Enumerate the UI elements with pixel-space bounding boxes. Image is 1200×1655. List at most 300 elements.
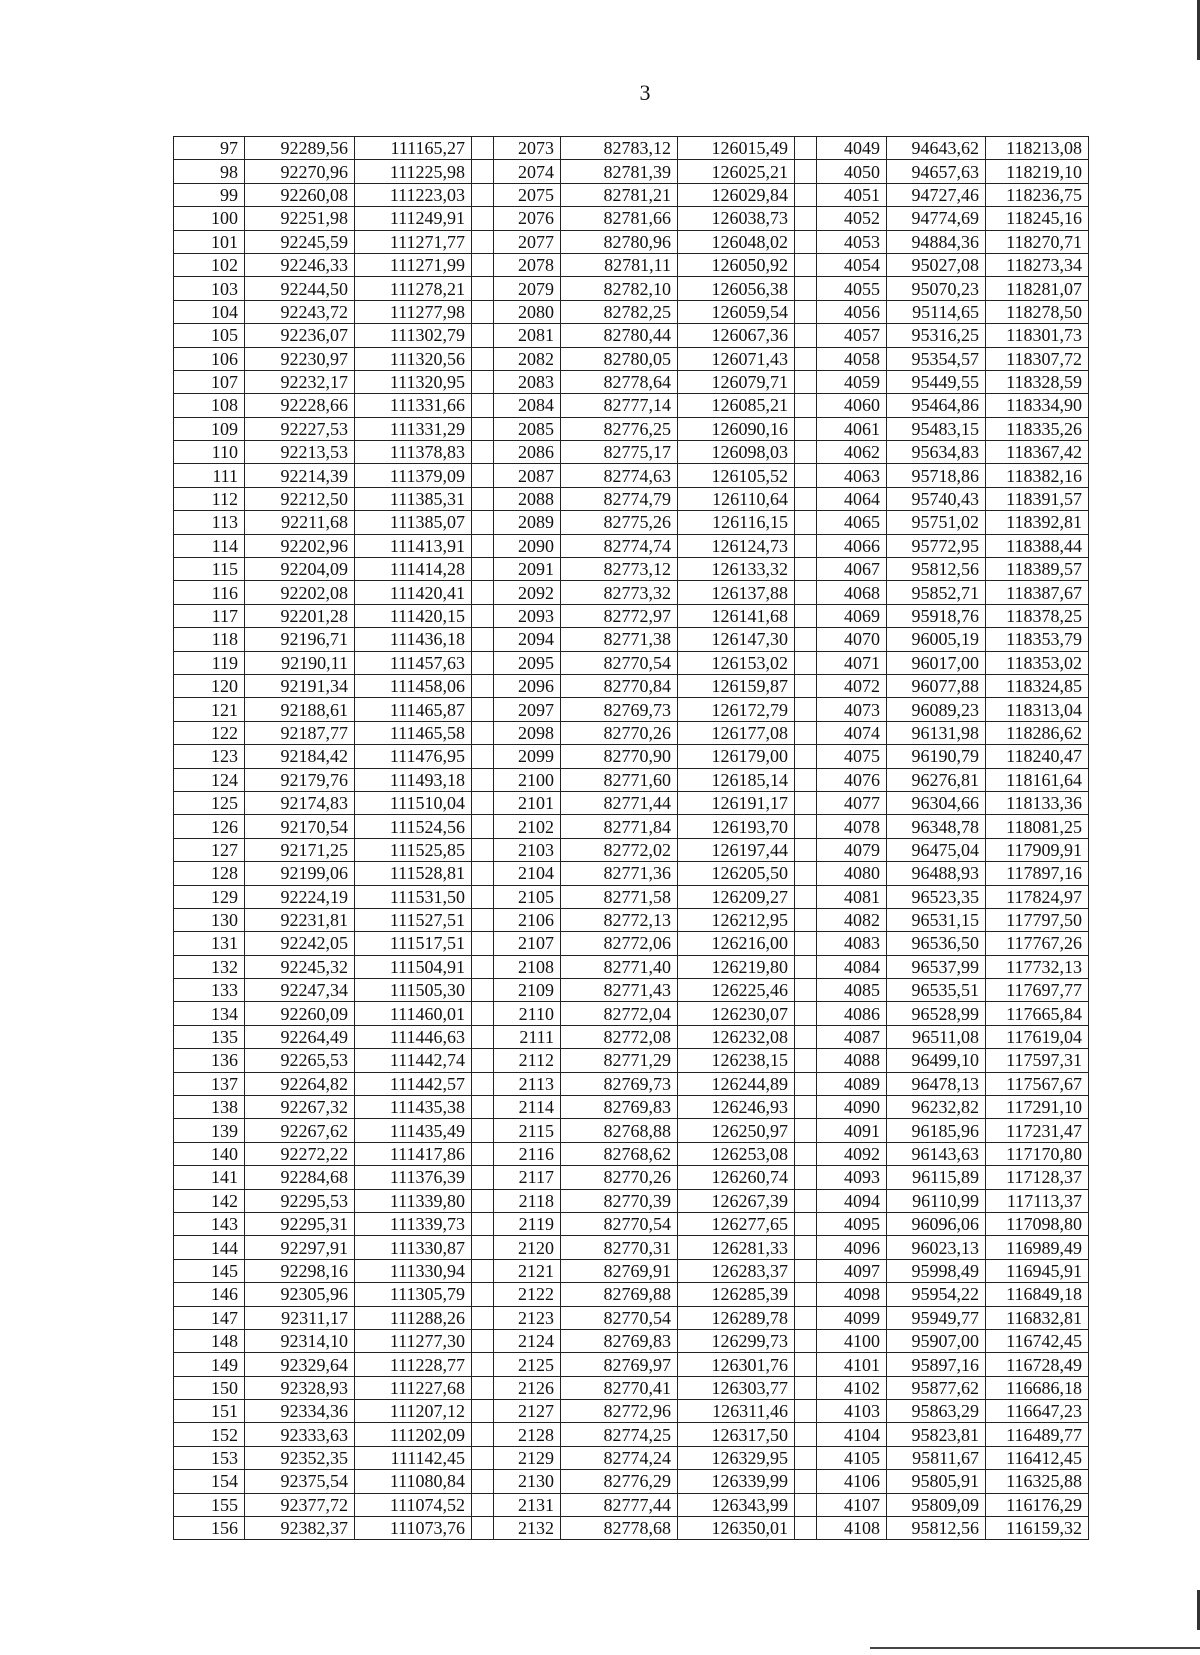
point-number-cell: 2107 bbox=[494, 932, 561, 955]
x-coordinate-cell: 82770,54 bbox=[561, 1212, 678, 1235]
x-coordinate-cell: 96475,04 bbox=[887, 838, 986, 861]
table-row bbox=[174, 370, 1089, 393]
spacer-cell bbox=[795, 1329, 817, 1352]
y-coordinate-cell: 126244,89 bbox=[678, 1072, 795, 1095]
point-number-cell: 2076 bbox=[494, 207, 561, 230]
x-coordinate-cell: 96535,51 bbox=[887, 979, 986, 1002]
point-number-cell: 129 bbox=[174, 885, 245, 908]
y-coordinate-cell: 126267,39 bbox=[678, 1189, 795, 1212]
spacer-cell bbox=[472, 558, 494, 581]
y-coordinate-cell: 118278,50 bbox=[986, 300, 1089, 323]
spacer-cell bbox=[795, 487, 817, 510]
y-coordinate-cell: 117098,80 bbox=[986, 1212, 1089, 1235]
x-coordinate-cell: 95718,86 bbox=[887, 464, 986, 487]
spacer-cell bbox=[795, 768, 817, 791]
point-number-cell: 153 bbox=[174, 1446, 245, 1469]
point-number-cell: 127 bbox=[174, 838, 245, 861]
table-row bbox=[174, 815, 1089, 838]
point-number-cell: 4054 bbox=[817, 253, 887, 276]
y-coordinate-cell: 111385,31 bbox=[355, 487, 472, 510]
point-number-cell: 104 bbox=[174, 300, 245, 323]
y-coordinate-cell: 117619,04 bbox=[986, 1025, 1089, 1048]
spacer-cell bbox=[795, 558, 817, 581]
point-number-cell: 4057 bbox=[817, 324, 887, 347]
table-row bbox=[174, 207, 1089, 230]
x-coordinate-cell: 82780,05 bbox=[561, 347, 678, 370]
spacer-cell bbox=[472, 1283, 494, 1306]
table-row bbox=[174, 674, 1089, 697]
table-row bbox=[174, 347, 1089, 370]
x-coordinate-cell: 92170,54 bbox=[245, 815, 355, 838]
point-number-cell: 149 bbox=[174, 1353, 245, 1376]
y-coordinate-cell: 126071,43 bbox=[678, 347, 795, 370]
spacer-cell bbox=[795, 1189, 817, 1212]
y-coordinate-cell: 118273,34 bbox=[986, 253, 1089, 276]
x-coordinate-cell: 82783,12 bbox=[561, 137, 678, 160]
x-coordinate-cell: 82771,58 bbox=[561, 885, 678, 908]
x-coordinate-cell: 92211,68 bbox=[245, 511, 355, 534]
point-number-cell: 4079 bbox=[817, 838, 887, 861]
y-coordinate-cell: 111442,57 bbox=[355, 1072, 472, 1095]
point-number-cell: 4086 bbox=[817, 1002, 887, 1025]
y-coordinate-cell: 111376,39 bbox=[355, 1166, 472, 1189]
spacer-cell bbox=[472, 745, 494, 768]
point-number-cell: 4083 bbox=[817, 932, 887, 955]
spacer-cell bbox=[472, 1329, 494, 1352]
point-number-cell: 2077 bbox=[494, 230, 561, 253]
point-number-cell: 4072 bbox=[817, 674, 887, 697]
table-row bbox=[174, 1002, 1089, 1025]
x-coordinate-cell: 92247,34 bbox=[245, 979, 355, 1002]
y-coordinate-cell: 126177,08 bbox=[678, 721, 795, 744]
y-coordinate-cell: 116832,81 bbox=[986, 1306, 1089, 1329]
point-number-cell: 138 bbox=[174, 1096, 245, 1119]
spacer-cell bbox=[795, 1259, 817, 1282]
x-coordinate-cell: 96089,23 bbox=[887, 698, 986, 721]
y-coordinate-cell: 111228,77 bbox=[355, 1353, 472, 1376]
y-coordinate-cell: 116945,91 bbox=[986, 1259, 1089, 1282]
spacer-cell bbox=[795, 838, 817, 861]
y-coordinate-cell: 126015,49 bbox=[678, 137, 795, 160]
point-number-cell: 2132 bbox=[494, 1517, 561, 1540]
point-number-cell: 4063 bbox=[817, 464, 887, 487]
table-row bbox=[174, 394, 1089, 417]
spacer-cell bbox=[472, 721, 494, 744]
table-row bbox=[174, 1049, 1089, 1072]
y-coordinate-cell: 111379,09 bbox=[355, 464, 472, 487]
spacer-cell bbox=[795, 1096, 817, 1119]
x-coordinate-cell: 95316,25 bbox=[887, 324, 986, 347]
x-coordinate-cell: 92267,32 bbox=[245, 1096, 355, 1119]
x-coordinate-cell: 92260,08 bbox=[245, 183, 355, 206]
x-coordinate-cell: 92333,63 bbox=[245, 1423, 355, 1446]
x-coordinate-cell: 92284,68 bbox=[245, 1166, 355, 1189]
point-number-cell: 120 bbox=[174, 674, 245, 697]
x-coordinate-cell: 82771,43 bbox=[561, 979, 678, 1002]
y-coordinate-cell: 111207,12 bbox=[355, 1400, 472, 1423]
table-row bbox=[174, 1096, 1089, 1119]
y-coordinate-cell: 111165,27 bbox=[355, 137, 472, 160]
y-coordinate-cell: 111527,51 bbox=[355, 908, 472, 931]
y-coordinate-cell: 118328,59 bbox=[986, 370, 1089, 393]
point-number-cell: 2075 bbox=[494, 183, 561, 206]
spacer-cell bbox=[795, 1142, 817, 1165]
point-number-cell: 102 bbox=[174, 253, 245, 276]
point-number-cell: 2105 bbox=[494, 885, 561, 908]
point-number-cell: 115 bbox=[174, 558, 245, 581]
spacer-cell bbox=[472, 1400, 494, 1423]
x-coordinate-cell: 92245,32 bbox=[245, 955, 355, 978]
spacer-cell bbox=[795, 207, 817, 230]
y-coordinate-cell: 116849,18 bbox=[986, 1283, 1089, 1306]
point-number-cell: 108 bbox=[174, 394, 245, 417]
y-coordinate-cell: 126105,52 bbox=[678, 464, 795, 487]
x-coordinate-cell: 96115,89 bbox=[887, 1166, 986, 1189]
point-number-cell: 4080 bbox=[817, 862, 887, 885]
point-number-cell: 4102 bbox=[817, 1376, 887, 1399]
x-coordinate-cell: 92230,97 bbox=[245, 347, 355, 370]
y-coordinate-cell: 126232,08 bbox=[678, 1025, 795, 1048]
x-coordinate-cell: 96304,66 bbox=[887, 791, 986, 814]
point-number-cell: 4074 bbox=[817, 721, 887, 744]
y-coordinate-cell: 118133,36 bbox=[986, 791, 1089, 814]
x-coordinate-cell: 82777,14 bbox=[561, 394, 678, 417]
spacer-cell bbox=[795, 1072, 817, 1095]
point-number-cell: 2088 bbox=[494, 487, 561, 510]
x-coordinate-cell: 92328,93 bbox=[245, 1376, 355, 1399]
x-coordinate-cell: 95877,62 bbox=[887, 1376, 986, 1399]
x-coordinate-cell: 92329,64 bbox=[245, 1353, 355, 1376]
table-row bbox=[174, 979, 1089, 1002]
spacer-cell bbox=[472, 511, 494, 534]
table-row bbox=[174, 1025, 1089, 1048]
spacer-cell bbox=[472, 815, 494, 838]
point-number-cell: 2089 bbox=[494, 511, 561, 534]
point-number-cell: 2112 bbox=[494, 1049, 561, 1072]
spacer-cell bbox=[795, 815, 817, 838]
x-coordinate-cell: 82781,11 bbox=[561, 253, 678, 276]
point-number-cell: 2102 bbox=[494, 815, 561, 838]
x-coordinate-cell: 96536,50 bbox=[887, 932, 986, 955]
x-coordinate-cell: 82772,96 bbox=[561, 1400, 678, 1423]
x-coordinate-cell: 82777,44 bbox=[561, 1493, 678, 1516]
table-row bbox=[174, 1517, 1089, 1540]
x-coordinate-cell: 82771,36 bbox=[561, 862, 678, 885]
point-number-cell: 100 bbox=[174, 207, 245, 230]
point-number-cell: 4076 bbox=[817, 768, 887, 791]
spacer-cell bbox=[472, 230, 494, 253]
table-row bbox=[174, 1306, 1089, 1329]
spacer-cell bbox=[472, 441, 494, 464]
spacer-cell bbox=[472, 534, 494, 557]
table-row bbox=[174, 955, 1089, 978]
point-number-cell: 4049 bbox=[817, 137, 887, 160]
y-coordinate-cell: 117797,50 bbox=[986, 908, 1089, 931]
spacer-cell bbox=[795, 370, 817, 393]
point-number-cell: 2100 bbox=[494, 768, 561, 791]
y-coordinate-cell: 111517,51 bbox=[355, 932, 472, 955]
point-number-cell: 2114 bbox=[494, 1096, 561, 1119]
table-row bbox=[174, 604, 1089, 627]
y-coordinate-cell: 118334,90 bbox=[986, 394, 1089, 417]
point-number-cell: 114 bbox=[174, 534, 245, 557]
y-coordinate-cell: 111493,18 bbox=[355, 768, 472, 791]
table-row bbox=[174, 628, 1089, 651]
table-row bbox=[174, 1423, 1089, 1446]
x-coordinate-cell: 92382,37 bbox=[245, 1517, 355, 1540]
x-coordinate-cell: 82778,64 bbox=[561, 370, 678, 393]
x-coordinate-cell: 82770,26 bbox=[561, 1166, 678, 1189]
table-row bbox=[174, 441, 1089, 464]
spacer-cell bbox=[472, 698, 494, 721]
point-number-cell: 4078 bbox=[817, 815, 887, 838]
y-coordinate-cell: 126116,15 bbox=[678, 511, 795, 534]
spacer-cell bbox=[795, 347, 817, 370]
x-coordinate-cell: 82774,79 bbox=[561, 487, 678, 510]
point-number-cell: 2080 bbox=[494, 300, 561, 323]
point-number-cell: 2086 bbox=[494, 441, 561, 464]
point-number-cell: 99 bbox=[174, 183, 245, 206]
page-number: 3 bbox=[639, 80, 651, 105]
x-coordinate-cell: 92214,39 bbox=[245, 464, 355, 487]
table-row bbox=[174, 253, 1089, 276]
spacer-cell bbox=[472, 1306, 494, 1329]
point-number-cell: 2127 bbox=[494, 1400, 561, 1423]
point-number-cell: 2103 bbox=[494, 838, 561, 861]
x-coordinate-cell: 82776,29 bbox=[561, 1470, 678, 1493]
spacer-cell bbox=[472, 277, 494, 300]
y-coordinate-cell: 118387,67 bbox=[986, 581, 1089, 604]
spacer-cell bbox=[472, 791, 494, 814]
y-coordinate-cell: 111528,81 bbox=[355, 862, 472, 885]
point-number-cell: 2126 bbox=[494, 1376, 561, 1399]
point-number-cell: 111 bbox=[174, 464, 245, 487]
point-number-cell: 4058 bbox=[817, 347, 887, 370]
x-coordinate-cell: 92227,53 bbox=[245, 417, 355, 440]
point-number-cell: 112 bbox=[174, 487, 245, 510]
spacer-cell bbox=[472, 207, 494, 230]
y-coordinate-cell: 117665,84 bbox=[986, 1002, 1089, 1025]
x-coordinate-cell: 82769,88 bbox=[561, 1283, 678, 1306]
x-coordinate-cell: 92295,53 bbox=[245, 1189, 355, 1212]
point-number-cell: 146 bbox=[174, 1283, 245, 1306]
spacer-cell bbox=[472, 862, 494, 885]
y-coordinate-cell: 116412,45 bbox=[986, 1446, 1089, 1469]
point-number-cell: 110 bbox=[174, 441, 245, 464]
point-number-cell: 2099 bbox=[494, 745, 561, 768]
point-number-cell: 2130 bbox=[494, 1470, 561, 1493]
table-row bbox=[174, 183, 1089, 206]
x-coordinate-cell: 92204,09 bbox=[245, 558, 355, 581]
y-coordinate-cell: 111330,87 bbox=[355, 1236, 472, 1259]
x-coordinate-cell: 95772,95 bbox=[887, 534, 986, 557]
y-coordinate-cell: 126303,77 bbox=[678, 1376, 795, 1399]
x-coordinate-cell: 92298,16 bbox=[245, 1259, 355, 1282]
spacer-cell bbox=[472, 1470, 494, 1493]
y-coordinate-cell: 111435,49 bbox=[355, 1119, 472, 1142]
y-coordinate-cell: 111223,03 bbox=[355, 183, 472, 206]
point-number-cell: 2078 bbox=[494, 253, 561, 276]
table-row bbox=[174, 464, 1089, 487]
spacer-cell bbox=[795, 394, 817, 417]
x-coordinate-cell: 92188,61 bbox=[245, 698, 355, 721]
x-coordinate-cell: 92265,53 bbox=[245, 1049, 355, 1072]
spacer-cell bbox=[795, 1166, 817, 1189]
point-number-cell: 4059 bbox=[817, 370, 887, 393]
x-coordinate-cell: 92187,77 bbox=[245, 721, 355, 744]
point-number-cell: 152 bbox=[174, 1423, 245, 1446]
y-coordinate-cell: 111339,80 bbox=[355, 1189, 472, 1212]
point-number-cell: 107 bbox=[174, 370, 245, 393]
table-row bbox=[174, 862, 1089, 885]
y-coordinate-cell: 111271,77 bbox=[355, 230, 472, 253]
y-coordinate-cell: 118392,81 bbox=[986, 511, 1089, 534]
point-number-cell: 145 bbox=[174, 1259, 245, 1282]
y-coordinate-cell: 117909,91 bbox=[986, 838, 1089, 861]
point-number-cell: 4094 bbox=[817, 1189, 887, 1212]
point-number-cell: 2073 bbox=[494, 137, 561, 160]
y-coordinate-cell: 126197,44 bbox=[678, 838, 795, 861]
x-coordinate-cell: 92251,98 bbox=[245, 207, 355, 230]
y-coordinate-cell: 126238,15 bbox=[678, 1049, 795, 1072]
point-number-cell: 113 bbox=[174, 511, 245, 534]
spacer-cell bbox=[472, 1517, 494, 1540]
x-coordinate-cell: 92199,06 bbox=[245, 862, 355, 885]
spacer-cell bbox=[472, 1259, 494, 1282]
spacer-cell bbox=[795, 885, 817, 908]
spacer-cell bbox=[795, 324, 817, 347]
x-coordinate-cell: 96511,08 bbox=[887, 1025, 986, 1048]
x-coordinate-cell: 82782,10 bbox=[561, 277, 678, 300]
spacer-cell bbox=[795, 791, 817, 814]
point-number-cell: 148 bbox=[174, 1329, 245, 1352]
point-number-cell: 4062 bbox=[817, 441, 887, 464]
x-coordinate-cell: 96110,99 bbox=[887, 1189, 986, 1212]
y-coordinate-cell: 117291,10 bbox=[986, 1096, 1089, 1119]
y-coordinate-cell: 111525,85 bbox=[355, 838, 472, 861]
x-coordinate-cell: 95027,08 bbox=[887, 253, 986, 276]
point-number-cell: 4098 bbox=[817, 1283, 887, 1306]
y-coordinate-cell: 111476,95 bbox=[355, 745, 472, 768]
table-row bbox=[174, 511, 1089, 534]
point-number-cell: 118 bbox=[174, 628, 245, 651]
spacer-cell bbox=[472, 1049, 494, 1072]
point-number-cell: 141 bbox=[174, 1166, 245, 1189]
point-number-cell: 4056 bbox=[817, 300, 887, 323]
point-number-cell: 98 bbox=[174, 160, 245, 183]
y-coordinate-cell: 126253,08 bbox=[678, 1142, 795, 1165]
x-coordinate-cell: 95740,43 bbox=[887, 487, 986, 510]
y-coordinate-cell: 116647,23 bbox=[986, 1400, 1089, 1423]
spacer-cell bbox=[472, 1142, 494, 1165]
y-coordinate-cell: 116728,49 bbox=[986, 1353, 1089, 1376]
y-coordinate-cell: 118353,02 bbox=[986, 651, 1089, 674]
spacer-cell bbox=[795, 1306, 817, 1329]
y-coordinate-cell: 116742,45 bbox=[986, 1329, 1089, 1352]
spacer-cell bbox=[795, 955, 817, 978]
x-coordinate-cell: 92245,59 bbox=[245, 230, 355, 253]
spacer-cell bbox=[795, 253, 817, 276]
spacer-cell bbox=[795, 464, 817, 487]
point-number-cell: 2104 bbox=[494, 862, 561, 885]
point-number-cell: 2109 bbox=[494, 979, 561, 1002]
y-coordinate-cell: 111080,84 bbox=[355, 1470, 472, 1493]
table-row bbox=[174, 581, 1089, 604]
y-coordinate-cell: 117767,26 bbox=[986, 932, 1089, 955]
y-coordinate-cell: 118307,72 bbox=[986, 347, 1089, 370]
x-coordinate-cell: 96537,99 bbox=[887, 955, 986, 978]
x-coordinate-cell: 82770,90 bbox=[561, 745, 678, 768]
x-coordinate-cell: 82769,91 bbox=[561, 1259, 678, 1282]
x-coordinate-cell: 82773,32 bbox=[561, 581, 678, 604]
point-number-cell: 103 bbox=[174, 277, 245, 300]
x-coordinate-cell: 82770,54 bbox=[561, 651, 678, 674]
point-number-cell: 4052 bbox=[817, 207, 887, 230]
x-coordinate-cell: 94657,63 bbox=[887, 160, 986, 183]
y-coordinate-cell: 111414,28 bbox=[355, 558, 472, 581]
x-coordinate-cell: 96348,78 bbox=[887, 815, 986, 838]
y-coordinate-cell: 118353,79 bbox=[986, 628, 1089, 651]
x-coordinate-cell: 82773,12 bbox=[561, 558, 678, 581]
x-coordinate-cell: 92270,96 bbox=[245, 160, 355, 183]
x-coordinate-cell: 82775,17 bbox=[561, 441, 678, 464]
y-coordinate-cell: 118388,44 bbox=[986, 534, 1089, 557]
point-number-cell: 2106 bbox=[494, 908, 561, 931]
y-coordinate-cell: 111458,06 bbox=[355, 674, 472, 697]
spacer-cell bbox=[795, 932, 817, 955]
x-coordinate-cell: 92264,82 bbox=[245, 1072, 355, 1095]
y-coordinate-cell: 117824,97 bbox=[986, 885, 1089, 908]
point-number-cell: 144 bbox=[174, 1236, 245, 1259]
x-coordinate-cell: 82772,06 bbox=[561, 932, 678, 955]
x-coordinate-cell: 82770,31 bbox=[561, 1236, 678, 1259]
y-coordinate-cell: 111510,04 bbox=[355, 791, 472, 814]
table-row bbox=[174, 651, 1089, 674]
spacer-cell bbox=[472, 1002, 494, 1025]
spacer-cell bbox=[795, 417, 817, 440]
x-coordinate-cell: 94774,69 bbox=[887, 207, 986, 230]
spacer-cell bbox=[795, 1025, 817, 1048]
spacer-cell bbox=[795, 862, 817, 885]
x-coordinate-cell: 96131,98 bbox=[887, 721, 986, 744]
x-coordinate-cell: 92231,81 bbox=[245, 908, 355, 931]
spacer-cell bbox=[795, 1236, 817, 1259]
point-number-cell: 4068 bbox=[817, 581, 887, 604]
point-number-cell: 131 bbox=[174, 932, 245, 955]
x-coordinate-cell: 82772,97 bbox=[561, 604, 678, 627]
x-coordinate-cell: 94884,36 bbox=[887, 230, 986, 253]
point-number-cell: 4100 bbox=[817, 1329, 887, 1352]
table-row bbox=[174, 1259, 1089, 1282]
x-coordinate-cell: 82770,84 bbox=[561, 674, 678, 697]
point-number-cell: 2081 bbox=[494, 324, 561, 347]
point-number-cell: 2110 bbox=[494, 1002, 561, 1025]
spacer-cell bbox=[795, 511, 817, 534]
y-coordinate-cell: 111339,73 bbox=[355, 1212, 472, 1235]
y-coordinate-cell: 118389,57 bbox=[986, 558, 1089, 581]
point-number-cell: 142 bbox=[174, 1189, 245, 1212]
y-coordinate-cell: 126250,97 bbox=[678, 1119, 795, 1142]
x-coordinate-cell: 82769,83 bbox=[561, 1096, 678, 1119]
y-coordinate-cell: 126212,95 bbox=[678, 908, 795, 931]
y-coordinate-cell: 111442,74 bbox=[355, 1049, 472, 1072]
table-row bbox=[174, 1212, 1089, 1235]
x-coordinate-cell: 95954,22 bbox=[887, 1283, 986, 1306]
y-coordinate-cell: 111504,91 bbox=[355, 955, 472, 978]
spacer-cell bbox=[472, 908, 494, 931]
point-number-cell: 136 bbox=[174, 1049, 245, 1072]
y-coordinate-cell: 111227,68 bbox=[355, 1376, 472, 1399]
